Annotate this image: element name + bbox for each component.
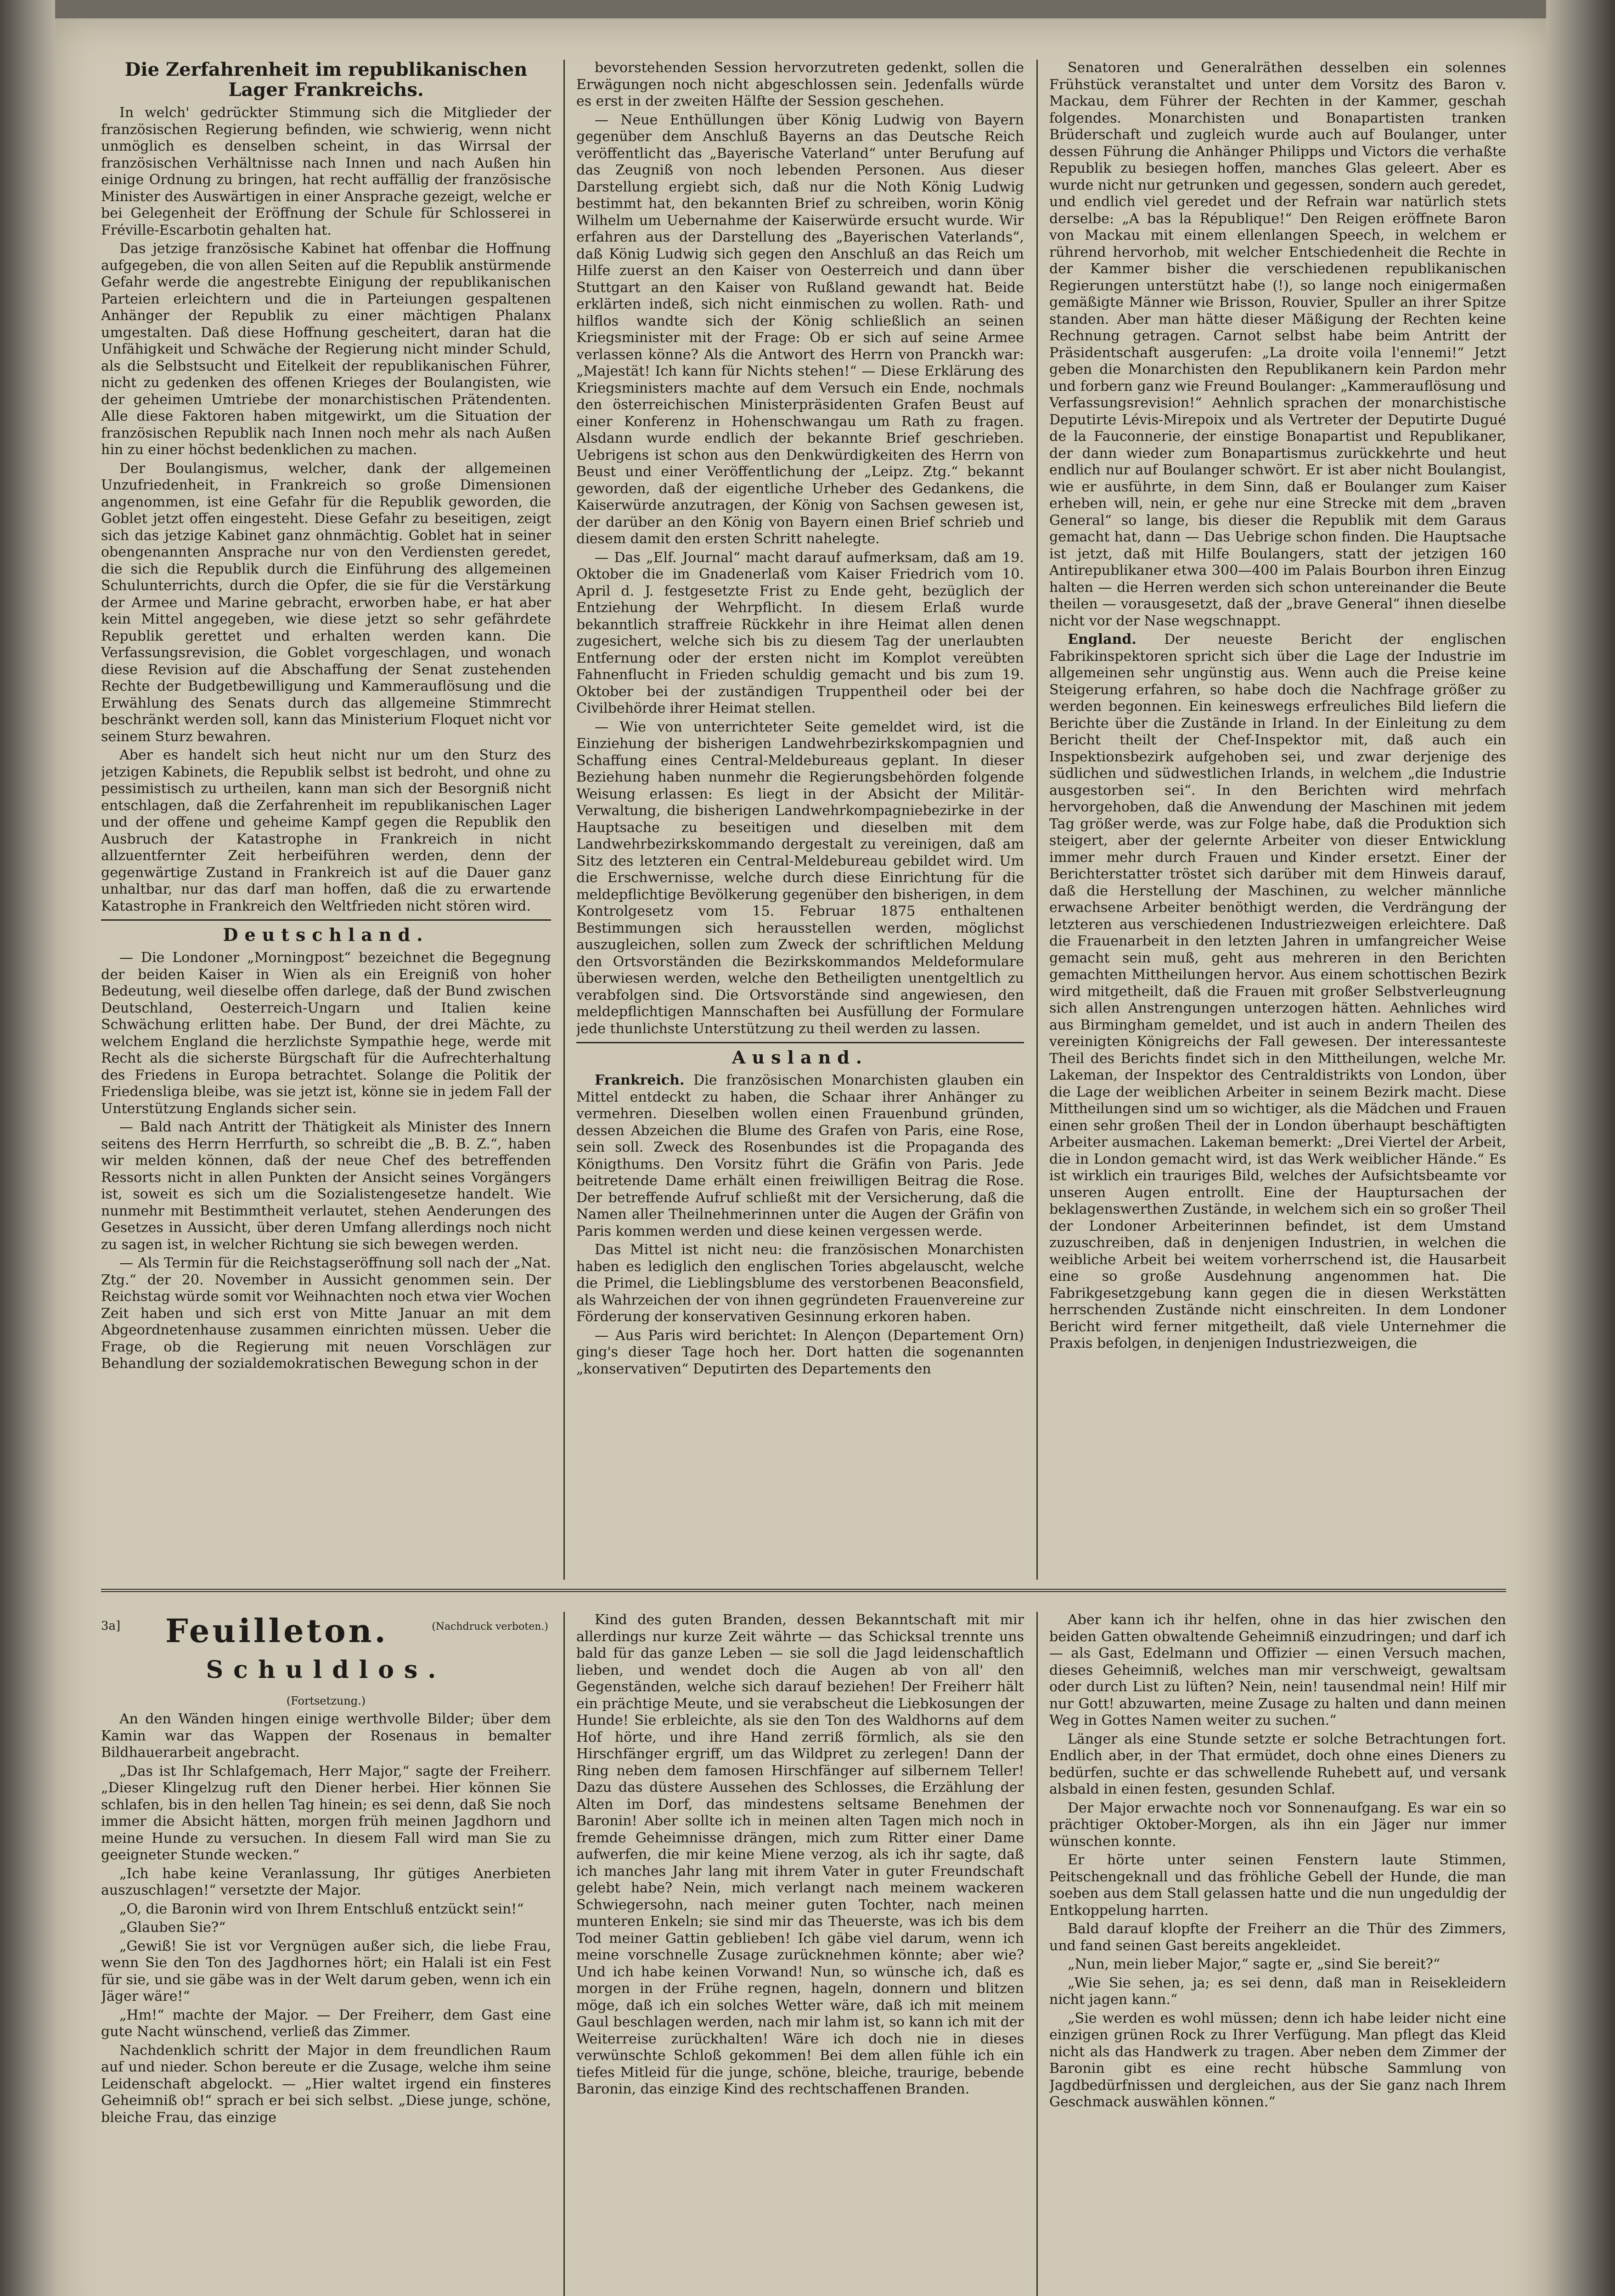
- page-content: [101, 60, 1506, 2296]
- paragraph: Senatoren und Generalräthen desselben ein solennes Frühstück veranstaltet und unter dem Vorsitz des Baron v. Mackau, dem Führer der Rechten in der Kammer, geschah folgendes. Monarchisten und Bonapartisten tranken Brüderschaft und zugleich wurde auch auf Boulanger, unter dessen Führung die Anhänger Philipps und Victors die verhaßte Republik zu besiegen hoffen, manches Glas geleert. Aber es wurde nicht nur getrunken und gegessen, sondern auch geredet, und endlich viel geredet und der Refrain war natürlich stets derselbe: „A bas la République!“ Den Reigen eröffnete Baron von Mackau mit einem ellenlangen Speech, in welchem er rührend hervorhob, mit welcher Entschiedenheit die Rechte in der Kammer bisher die verschiedenen republikanischen Regierungen unterstützt habe (!), so lange noch einigermaßen gemäßigte Männer wie Brisson, Rouvier, Spuller an ihrer Spitze standen. Aber man hätte dieser Mäßigung der Rechten keine Rechnung getragen. Carnot selbst habe beim Antritt der Präsidentschaft ausgerufen: „La droite voila l'ennemi!“ Jetzt geben die Monarchisten den Republikanern kein Pardon mehr und forbern ganz wie Freund Boulanger: „Kammerauflösung und Verfassungsrevision!“ Aehnlich sprachen der monarchistische Deputirte Lévis-Mirepoix und als Vertreter der Deputirte Dugué de la Fauconnerie, der einstige Bonapartist und Republikaner, der dann wieder zum Bonapartismus zurückkehrte und heut endlich nur auf Boulanger schwört. Er ist aber nicht Boulangist, wie er ausführte, in dem Sinn, daß er Boulanger zum Kaiser erheben will, nein, er gehe nur eine Strecke mit dem „braven General“ so lange, bis dieser die Republik mit dem Garaus gemacht hat, dann — Das Uebrige schon finden. Die Hauptsache ist jetzt, daß mit Hilfe Boulangers, statt der jetzigen 160 Antirepublikaner etwa 300—400 im Palais Bourbon ihren Einzug halten — die Herren werden sich schon untereinander die Beute theilen — vorausgesetzt, daß der „brave General“ ihnen dieselbe nicht vor der Nase wegschnappt.: [1049, 60, 1506, 629]
- paragraph: Nachdenklich schritt der Major in dem freundlichen Raum auf und nieder. Schon bereute er die Zusage, welche ihm seine Leidenschaft abgelockt. — „Hier waltet irgend ein finsteres Geheimniß ob!“ sprach er bei sich selbst. „Diese junge, schöne, bleiche Frau, das einzige: [101, 2042, 551, 2126]
- paragraph: — Das „Elf. Journal“ macht darauf aufmerksam, daß am 19. Oktober die im Gnadenerlaß vom Kaiser Friedrich vom 10. April d. J. festgesetzte Frist zu Ende geht, bezüglich der Entziehung der Wehrpflicht. In diesem Erlaß wurde bekanntlich straffreie Rückkehr in ihre Heimat allen denen zugesichert, welche sich bis zu diesem Tag der unerlaubten Entfernung oder der ersten nicht im Komplot vereübten Fahnenflucht in Frieden schuldig gemacht und bis zum 19. Oktober bei der zuständigen Truppentheil oder bei der Civilbehörde ihrer Heimat stellen.: [576, 549, 1024, 716]
- paragraph: — Als Termin für die Reichstagseröffnung soll nach der „Nat. Ztg.“ der 20. November in Aussicht genommen sein. Der Reichstag würde somit vor Weihnachten noch etwa vier Wochen Zeit haben und sich erst von Mitte Januar an mit dem Abgeordnetenhause zusammen einrichten müssen. Ueber die Frage, ob die Regierung mit neuen Vorschlägen zur Behandlung der sozialdemokratischen Bewegung schon in der: [101, 1255, 551, 1372]
- column-rule: [563, 60, 565, 1580]
- paragraph-text: Das Mittel ist nicht neu: die französischen Monarchisten haben es lediglich den englischen Tories abgelauscht, welche die Primel, die Lieblingsblume des verstorbenen Beaconsfield, als Wahrzeichen der von ihnen gegründeten Frauenvereine zur Förderung der konservativen Gesinnung erkoren haben.: [576, 1242, 1024, 1325]
- column-rule: [1036, 60, 1038, 1580]
- paragraph: Länger als eine Stunde setzte er solche Betrachtungen fort. Endlich aber, in der That ermüdet, doch ohne eines Dieners zu bedürfen, suchte er das schwellende Ruhebett auf, und versank alsbald in einen festen, gesunden Schlaf.: [1049, 1731, 1506, 1797]
- paragraph-text: Der neueste Bericht der englischen Fabrikinspektoren spricht sich über die Lage der Industrie im allgemeinen sehr ungünstig aus. Wenn auch die Preise keine Steigerung erfahren, so habe doch die Nachfrage größer zu werden begonnen. Ein keineswegs erfreuliches Bild liefern die Berichte über die Zustände in Irland. In der Einleitung zu dem Bericht theilt der Chef-Inspektor mit, daß auch ein Inspektionsbezirk aufgehoben sei, und zwar derjenige des südlichen und südwestlichen Irlands, in welchem „die Industrie ausgestorben sei“. In den Berichten wird mehrfach hervorgehoben, daß die Anwendung der Maschinen mit jedem Tag größer werde, was zur Folge habe, daß die Produktion sich steigert, aber der gelernte Arbeiter von dieser Entwicklung immer mehr durch Frauen und Kinder ersetzt. Einer der Berichterstatter tröstet sich darüber mit dem Hinweis darauf, daß die Herstellung der Maschinen, zu welcher männliche erwachsene Arbeiter benöthigt werden, die Verdrängung der letzteren aus verschiedenen Industriezweigen erleichtere. Daß die Frauenarbeit in den letzten Jahren in umfangreicher Weise gemacht sein muß, geht aus mehreren in den Berichten gemachten Mittheilungen hervor. Aus einem schottischen Bezirk wird mitgetheilt, daß die Frauen mit großer Selbstverleugnung sich allen Anstrengungen unterzogen hätten. Aehnliches wird aus Birmingham gemeldet, und ist auch in andern Theilen des vereinigten Königreichs der Fall gewesen. Der interessanteste Theil des Berichts findet sich in den Mittheilungen, welche Mr. Lakeman, der Inspektor des Centraldistrikts von London, über die Lage der weiblichen Arbeiter in seinem Bezirk macht. Diese Mittheilungen sind um so wichtiger, als die Mädchen und Frauen einen sehr großen Theil der in London überhaupt beschäftigten Arbeiter ausmachen. Lakeman bemerkt: „Drei Viertel der Arbeit, die in London gemacht wird, ist das Werk weiblicher Hände.“ Es ist wirklich ein trauriges Bild, welches der Aufsichtsbeamte vor unseren Augen entrollt. Eine der Hauptursachen der beklagenswerthen Zustände, in welchem sich ein so großer Theil der Londoner Arbeiterinnen befindet, ist dem Umstand zuzuschreiben, daß in denjenigen Industrien, in welchen die weibliche Arbeit bei weitem vorherrschend ist, die Hausarbeit eine so große Ausdehnung angenommen hat. Die Fabrikgesetzgebung kann gegen die in diesen Werkstätten herrschenden Zustände nicht einschreiten. In dem Londoner Bericht wird ferner mitgetheilt, daß viele Unternehmer die Praxis befolgen, in denjenigen Industriezweigen, die: [1049, 631, 1506, 1351]
- feuilleton-column-3: [1049, 1612, 1506, 2296]
- paragraph: — Die Londoner „Morningpost“ bezeichnet die Begegnung der beiden Kaiser in Wien als ein Ereigniß von hoher Bedeutung, weil dieselbe offen darlege, daß der Bund zwischen Deutschland, Oesterreich-Ungarn und Italien keine Schwächung erlitten habe. Der Bund, der drei Mächte, zu welchem England die herzlichste Sympathie hege, werde mit Recht als die sicherste Bürgschaft für die Aufrechterhaltung des Friedens in Europa betrachtet. Solange die Politik der Friedensliga bleibe, was sie jetzt ist, könne sie in jedem Fall der Unterstützung Englands sicher sein.: [101, 950, 551, 1117]
- feuilleton-header: [101, 1612, 551, 1694]
- feuilleton-column-2: [576, 1612, 1024, 2296]
- scan-binding-edge: [0, 0, 55, 2296]
- paragraph: [1049, 631, 1506, 1352]
- paragraph: „Sie werden es wohl müssen; denn ich habe leider nicht eine einzigen grünen Rock zu Ihrer Verfügung. Man pflegt das Kleid nicht als das Handwerk zu tragen. Aber neben dem Zimmer der Baronin gibt es eine recht hübsche Sammlung von Jagdbedürfnissen und dergleichen, aus der Sie ganz nach Ihrem Geschmack auswählen können.“: [1049, 2010, 1506, 2110]
- paragraph: — Wie von unterrichteter Seite gemeldet wird, ist die Einziehung der bisherigen Landwehrbezirkskompagnien und Schaffung eines Central-Meldebureaus geplant. In dieser Beziehung haben nunmehr die Regierungsbehörden folgende Weisung erlassen: Es liegt in der Absicht der Militär-Verwaltung, die bisherigen Landwehrkompagniebezirke in der Hauptsache zu beseitigen und dieselben mit dem Landwehrbezirkskommando dergestalt zu vereinigen, daß am Sitz des letzteren ein Central-Meldebureau gebildet wird. Um die Erschwernisse, welche durch diese Einrichtung für die meldepflichtige Bevölkerung gegenüber den bisherigen, in dem Kontrolgesetz vom 15. Februar 1875 enthaltenen Bestimmungen sich herausstellen werden, möglichst auszugleichen, sollen zum Zweck der schriftlichen Meldung den Ortsvorständen die Bezirkskommandos Meldeformulare überwiesen werden, welche den Betheiligten unentgeltlich zu verabfolgen sind. Die Ortsvorstände sind angewiesen, den meldepflichtigen Mannschaften bei Ausfüllung der Formulare jede thunlichste Unterstützung zu theil werden zu lassen.: [576, 719, 1024, 1037]
- politics-column-2: [576, 60, 1024, 1580]
- scan-right-edge: [1546, 0, 1615, 2296]
- paragraph: „Wie Sie sehen, ja; es sei denn, daß man in Reisekleidern nicht jagen kann.“: [1049, 1975, 1506, 2008]
- paragraph: „Das ist Ihr Schlafgemach, Herr Major,“ sagte der Freiherr. „Dieser Klingelzug ruft den Diener herbei. Hier können Sie schlafen, bis in den hellen Tag hinein; es sei denn, daß Sie noch immer die Absicht hätten, morgen früh meinen Jagdhorn und meine Hunde zu versuchen. In diesem Fall wird man Sie zu geeigneter Stunde wecken.“: [101, 1763, 551, 1863]
- paragraph: Der Boulangismus, welcher, dank der allgemeinen Unzufriedenheit, in Frankreich so große Dimensionen angenommen, ist eine Gefahr für die Republik geworden, die Goblet jetzt offen eingesteht. Diese Gefahr zu beseitigen, zeigt sich das jetzige Kabinet ganz ohnmächtig. Goblet hat in seiner obengenannten Ansprache nur von den Verdiensten geredet, die sich die Republik durch die Einführung des allgemeinen Schulunterrichts, durch die Opfer, die sie für die Verstärkung der Armee und Marine gebracht, erworben habe, er hat aber kein Mittel angegeben, wie diese jetzt so sehr gefährdete Republik gerettet und erhalten werden kann. Die Verfassungsrevision, die Goblet vorgeschlagen, und wonach diese Revision auf die Abschaffung der Senat zustehenden Rechte der Budgetbewilligung und Kammerauflösung und die Erwählung des Senats durch das allgemeine Stimmrecht beschränkt werden soll, kann das Ministerium Floquet nicht vor seinem Sturz bewahren.: [101, 460, 551, 745]
- column-rule: [563, 1612, 565, 2296]
- paragraph: Kind des guten Branden, dessen Bekanntschaft mit mir allerdings nur kurze Zeit währte — das Schicksal trennte uns bald für das ganze Leben — sie soll die Jagd leidenschaftlich lieben, und wendet doch die Augen ab von all' den Gegenständen, welche sich darauf beziehen! Der Freiherr hält ein prächtige Meute, und sie verabscheut die Liebkosungen der Hunde! Sie erbleichte, als sie den Ton des Waldhorns auf dem Hof hörte, und ihre Hand zerriß förmlich, als sie den Hirschfänger ergriff, um das Wildpret zu zerlegen! Dann der Ring neben dem famosen Hirschfänger auf silbernem Teller! Dazu das düstere Aussehen des Schlosses, die Erzählung der Alten im Dorf, das mindestens seltsame Benehmen der Baronin! Aber sollte ich in meinen alten Tagen mich noch in fremde Geheimnisse drängen, mich zum Ritter einer Dame aufwerfen, die mir keine Miene verzog, als ich ihr sagte, daß ich manches Jahr lang mit ihrem Vater in guter Freundschaft gelebt habe? Nein, mich verlangt nach meinem wackeren Schwiegersohn, nach meiner guten Tochter, nach meinen munteren Enkeln; sie sind mir das Theuerste, was ich bis dem Tod meiner Gattin geblieben! Ich gäbe viel darum, wenn ich meine vorschnelle Zusage zurücknehmen könnte; aber wie? Und ich habe keinen Vorwand! Nun, so wünsche ich, daß es morgen in der Frühe regnen, hageln, donnern und blitzen möge, daß ich ein solches Wetter wäre, daß ich mit meinem Gaul beschlagen werden, nach mir lahm ist, so kann ich mit der Weiterreise zurückhalten! Wäre ich doch nie in dieses verwünschte Schloß gekommen! Bei dem allen fühle ich ein tiefes Mitleid für die junge, schöne, bleiche, traurige, bebende Baronin, das einzige Kind des rechtschaffenen Branden.: [576, 1612, 1024, 2097]
- country-keyword: Frankreich.: [595, 1072, 685, 1088]
- paragraph: — Neue Enthüllungen über König Ludwig von Bayern gegenüber dem Anschluß Bayerns an das Deutsche Reich veröffentlicht das „Bayerische Vaterland“ unter Berufung auf das Zeugniß von noch lebenden Personen. Aus dieser Darstellung ergiebt sich, daß nur die Noth König Ludwig bestimmt hat, den bekannten Brief zu schreiben, worin König Wilhelm um Uebernahme der Kaiserwürde ersucht wurde. Wir erfahren aus der Darstellung des „Bayerischen Vaterlands“, daß König Ludwig sich gegen den Anschluß an das Reich um Hilfe zuerst an den Kaiser von Oesterreich und dann über Stuttgart an den Kaiser von Rußland gewandt hat. Beide erklärten indeß, sich nicht einmischen zu wollen. Rath- und hilflos wandte sich der König schließlich an seinen Kriegsminister mit der Frage: Ob er sich auf seine Armee verlassen könne? Als die Antwort des Herrn von Pranckh war: „Majestät! Ich kann für Nichts stehen!“ — Diese Erklärung des Kriegsministers machte auf dem Versuch ein Ende, nochmals den österreichischen Ministerpräsidenten Grafen Beust auf einer Konferenz in Hohenschwangau um Rath zu fragen. Alsdann wurde endlich der bekannte Brief geschrieben. Uebrigens ist schon aus den Denkwürdigkeiten des Herrn von Beust und einer Veröffentlichung der „Leipz. Ztg.“ bekannt geworden, daß der eigentliche Urheber des Gedankens, die Kaiserwürde anzutragen, der König von Sachsen gewesen ist, der darüber an den König von Bayern einen Brief schrieb und diesem damit den ersten Schritt nahelegte.: [576, 112, 1024, 547]
- paragraph: In welch' gedrückter Stimmung sich die Mitglieder der französischen Regierung befinden, wie schwierig, wenn nicht unmöglich es denselben scheint, in das Wirrsal der französischen Verhältnisse nach Innen und nach Außen hin einige Ordnung zu bringen, hat recht auffällig der französische Minister des Auswärtigen in einer Ansprache gezeigt, welche er bei Gelegenheit der Eröffnung der Schule für Schlosserei in Fréville-Escarbotin gehalten hat.: [101, 105, 551, 238]
- paragraph: Aber kann ich ihr helfen, ohne in das hier zwischen den beiden Gatten obwaltende Geheimniß einzudringen; und darf ich — als Gast, Edelmann und Offizier — einen Versuch machen, dieses Geheimniß, welches man mir verschweigt, gewaltsam oder durch List zu lüften? Nein, nein! tausendmal nein! Hilf mir nur Gott! abzuwarten, meine Zusage zu halten und dann meinen Weg in Gottes Namen weiter zu suchen.“: [1049, 1612, 1506, 1728]
- paragraph: Aber es handelt sich heut nicht nur um den Sturz des jetzigen Kabinets, die Republik selbst ist bedroht, und ohne zu pessimistisch zu urtheilen, kann man sich der Besorgniß nicht entschlagen, daß die Zerfahrenheit im republikanischen Lager und der offene und geheime Kampf gegen die Republik den Ausbruch der Katastrophe in Frankreich in nicht allzuentfernter Zeit herbeiführen werden, denn der gegenwärtige Zustand in Frankreich ist auf die Dauer ganz unhaltbar, nur das darf man hoffen, daß die zu erwartende Katastrophe in Frankreich den Weltfrieden nicht stören wird.: [101, 747, 551, 914]
- feuilleton-column-1: [101, 1612, 551, 2296]
- article-headline: Die Zerfahrenheit im republikanischen Lager Frankreichs.: [124, 60, 528, 101]
- paragraph: „Glauben Sie?“: [119, 1919, 226, 1936]
- story-subtitle: (Fortsetzung.): [286, 1694, 366, 1707]
- paragraph: „Nun, mein lieber Major,“ sagte er, „sind Sie bereit?“: [1068, 1956, 1441, 1972]
- feuilleton-title: Feuilleton.: [165, 1612, 388, 1650]
- feuilleton-section: [101, 1612, 1506, 2296]
- paragraph: [576, 1242, 1024, 1326]
- paragraph: bevorstehenden Session hervorzutreten gedenkt, sollen die Erwägungen noch nicht abgeschlossen sein. Jedenfalls würde es erst in der zweiten Hälfte der Session geschehen.: [576, 60, 1024, 109]
- installment-marker: 3a]: [101, 1619, 121, 1633]
- story-title: Schuldlos.: [206, 1656, 446, 1684]
- section-divider: [576, 1042, 1024, 1043]
- paragraph: — Bald nach Antritt der Thätigkeit als Minister des Innern seitens des Herrn Herrfurth, so schreibt die „B. B. Z.“, haben wir melden können, daß der neue Chef des betreffenden Ressorts nicht in allen Punkten der Ansicht seines Vorgängers ist, soweit es sich um die Sozialistengesetze handelt. Wie nunmehr mit Bestimmtheit verlautet, stehen Aenderungen des Gesetzes in Aussicht, über deren Umfang allerdings noch nicht zu sagen ist, in welcher Richtung sie sich bewegen werden.: [101, 1119, 551, 1253]
- politics-column-1: [101, 60, 551, 1580]
- feuilleton-divider: [101, 1589, 1506, 1592]
- section-title-ausland: Ausland.: [732, 1047, 868, 1068]
- section-title-deutschland: Deutschland.: [223, 924, 429, 945]
- politics-section: [101, 60, 1506, 1580]
- paragraph: Bald darauf klopfte der Freiherr an die Thür des Zimmers, und fand seinen Gast bereits angekleidet.: [1049, 1921, 1506, 1954]
- country-keyword: England.: [1068, 631, 1137, 647]
- paragraph-text: — Aus Paris wird berichtet: In Alençon (Departement Orn) ging's dieser Tage hoch her. Dort hatten die sogenannten „konservativen“ Deputirten des Departements den: [576, 1327, 1024, 1377]
- paragraph: „Gewiß! Sie ist vor Vergnügen außer sich, die liebe Frau, wenn Sie den Ton des Jagdhornes hört; ein Halali ist ein Fest für sie, und sie gäbe was in der Welt darum geben, wenn ich ein Jäger wäre!“: [101, 1938, 551, 2004]
- paragraph: „Ich habe keine Veranlassung, Ihr gütiges Anerbieten auszuschlagen!“ versetzte der Major.: [101, 1865, 551, 1898]
- paragraph: Er hörte unter seinen Fenstern laute Stimmen, Peitschengeknall und das fröhliche Gebell der Hunde, die man soeben aus dem Stall gelassen hatte und die nun ungeduldig der Entkoppelung harrten.: [1049, 1852, 1506, 1919]
- paragraph: „O, die Baronin wird von Ihrem Entschluß entzückt sein!“: [119, 1901, 524, 1917]
- newspaper-page: [55, 18, 1546, 2296]
- section-divider: [101, 919, 551, 921]
- politics-column-3: [1049, 60, 1506, 1580]
- reprint-notice: (Nachdruck verboten.): [432, 1621, 548, 1632]
- paragraph: Der Major erwachte noch vor Sonnenaufgang. Es war ein so prächtiger Oktober-Morgen, als ihn ein Jäger nur immer wünschen konnte.: [1049, 1800, 1506, 1850]
- paragraph-text: Die französischen Monarchisten glauben ein Mittel entdeckt zu haben, die Schaar ihrer Anhänger zu vermehren. Dieselben wollen einen Frauenbund gründen, dessen Abzeichen die Blume des Grafen von Paris, eine Rose, sein soll. Zweck des Rosenbundes ist die Propaganda des Königthums. Den Vorsitz führt die Gräfin von Paris. Jede beitretende Dame erhält einen freiwilligen Beitrag die Rose. Der betreffende Aufruf schließt mit der Versicherung, daß die Namen aller Theilnehmerinnen unter die Augen der Gräfin von Paris kommen werden und diese keinen vergessen werde.: [576, 1072, 1024, 1239]
- paragraph: An den Wänden hingen einige werthvolle Bilder; über dem Kamin war das Wappen der Rosenaus in bemalter Bildhauerarbeit angebracht.: [101, 1711, 551, 1761]
- paragraph: „Hm!“ machte der Major. — Der Freiherr, dem Gast eine gute Nacht wünschend, verließ das Zimmer.: [101, 2007, 551, 2040]
- paragraph: [576, 1072, 1024, 1240]
- column-rule: [1036, 1612, 1038, 2296]
- paragraph: Das jetzige französische Kabinet hat offenbar die Hoffnung aufgegeben, die von allen Seiten auf die Republik anstürmende Gefahr werde die angestrebte Einigung der republikanischen Parteien erleichtern und die in Parteiungen gespaltenen Anhänger der Republik zu einer mächtigen Phalanx umgestalten. Daß diese Hoffnung gescheitert, daran hat die Unfähigkeit und Schwäche der Regierung nicht minder Schuld, als die Selbstsucht und Eitelkeit der republikanischen Führer, nicht zu gedenken des offenen Krieges der Boulangisten, wie der geheimen Umtriebe der monarchistischen Prätendenten. Alle diese Faktoren haben mitgewirkt, um die Situation der französischen Republik nach Innen noch mehr als nach Außen hin zu einer höchst bedenklichen zu machen.: [101, 241, 551, 458]
- paragraph: [576, 1328, 1024, 1378]
